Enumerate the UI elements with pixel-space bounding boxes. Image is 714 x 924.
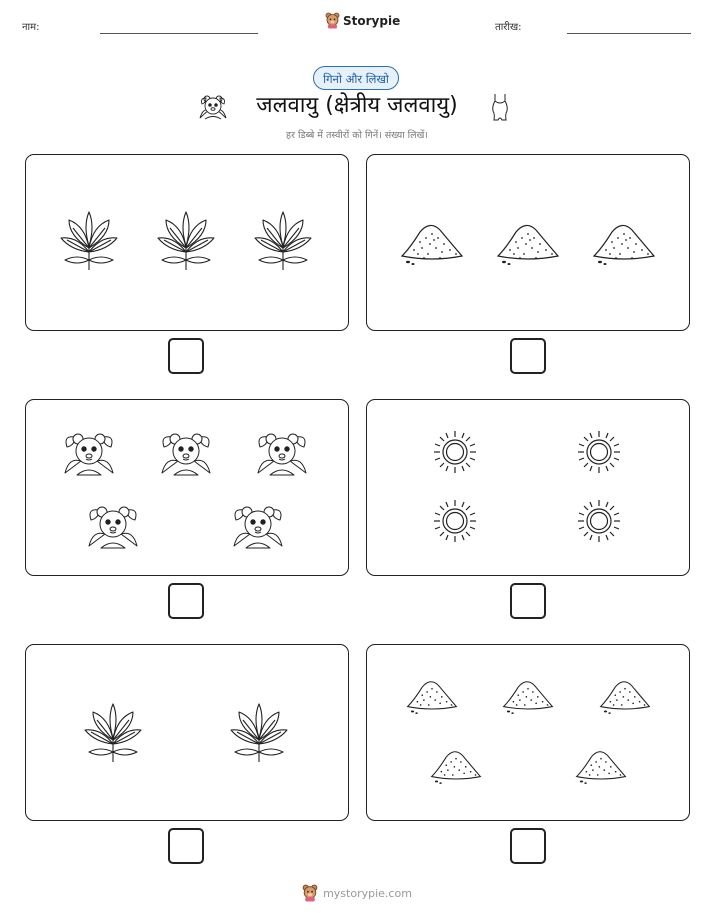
sun-icon xyxy=(575,498,623,548)
name-label: नाम: xyxy=(22,22,40,33)
count-box-6 xyxy=(366,644,690,821)
date-field-line[interactable] xyxy=(567,33,691,34)
sun-icon xyxy=(575,429,623,479)
count-box-3 xyxy=(25,399,349,576)
date-label: तारीख: xyxy=(495,22,522,33)
sand-pile-icon xyxy=(430,745,482,791)
lion-cub-icon xyxy=(87,500,139,554)
answer-box-3[interactable] xyxy=(168,583,204,619)
instructions: हर डिब्बे में तस्वीरों को गिनें। संख्या लिखें। xyxy=(286,130,428,141)
answer-box-5[interactable] xyxy=(168,828,204,864)
answer-box-4[interactable] xyxy=(510,583,546,619)
count-box-4 xyxy=(366,399,690,576)
plant-icon xyxy=(57,208,121,278)
name-field-line[interactable] xyxy=(100,33,258,34)
sand-pile-icon xyxy=(502,675,554,721)
answer-box-2[interactable] xyxy=(510,338,546,374)
sand-pile-icon xyxy=(406,675,458,721)
sun-icon xyxy=(431,498,479,548)
sand-pile-icon xyxy=(496,218,560,272)
sand-pile-icon xyxy=(575,745,627,791)
lion-cub-icon xyxy=(232,500,284,554)
lion-cub-in-leaves-icon xyxy=(198,92,228,120)
worksheet-type-badge: गिनो और लिखो xyxy=(313,66,399,90)
sand-pile-icon xyxy=(592,218,656,272)
brand-logo xyxy=(325,12,400,29)
plant-icon xyxy=(251,208,315,278)
bear-mascot-icon xyxy=(325,12,340,29)
swimsuit-icon xyxy=(489,92,511,122)
lion-cub-icon xyxy=(160,427,212,481)
lion-cub-icon xyxy=(63,427,115,481)
lion-cub-icon xyxy=(256,427,308,481)
plant-icon xyxy=(227,700,291,770)
sand-pile-icon xyxy=(599,675,651,721)
sun-icon xyxy=(431,429,479,479)
answer-box-6[interactable] xyxy=(510,828,546,864)
answer-box-1[interactable] xyxy=(168,338,204,374)
count-box-5 xyxy=(25,644,349,821)
plant-icon xyxy=(154,208,218,278)
bear-mascot-icon xyxy=(302,884,318,902)
plant-icon xyxy=(81,700,145,770)
footer xyxy=(0,884,714,902)
sand-pile-icon xyxy=(400,218,464,272)
footer-url[interactable]: mystorypie.com xyxy=(323,886,412,900)
brand-name: Storypie xyxy=(343,13,401,28)
worksheet-title: जलवायु (क्षेत्रीय जलवायु) xyxy=(256,93,458,118)
